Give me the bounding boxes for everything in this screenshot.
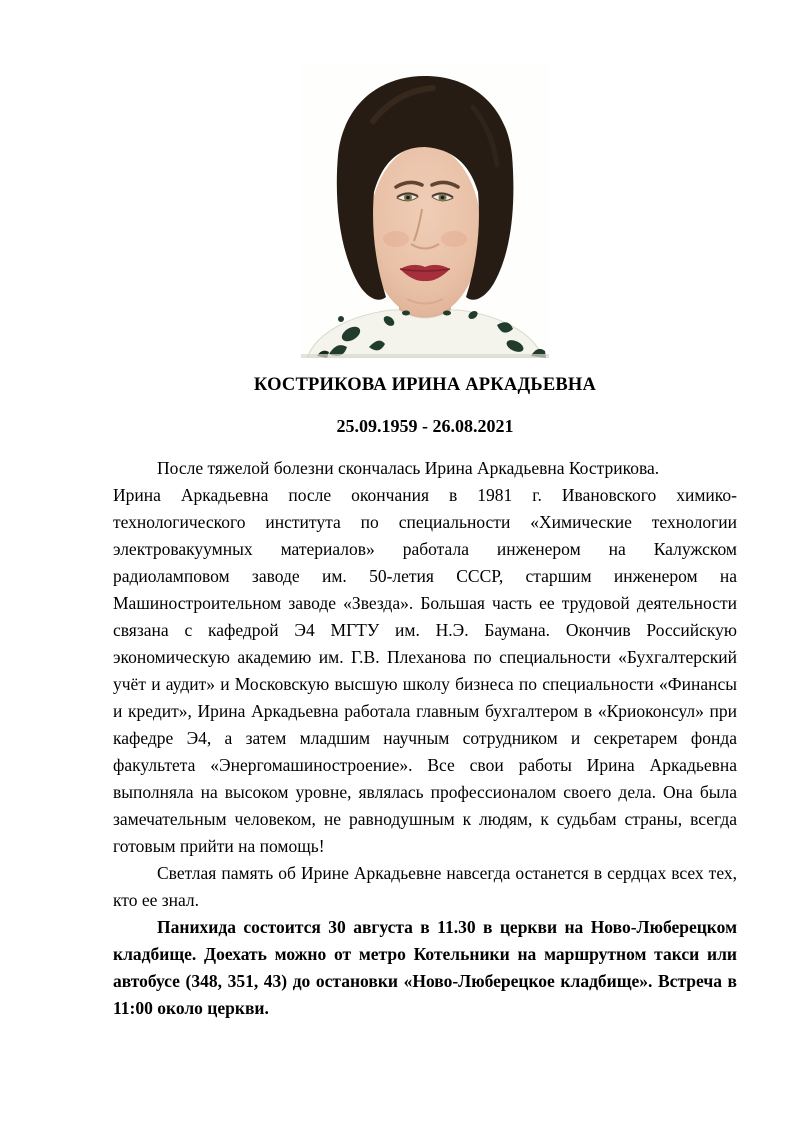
- portrait-photo-image: [301, 63, 549, 358]
- funeral-details-paragraph: Панихида состоится 30 августа в 11.30 в церкви на Ново-Люберецком кладбище. Доехать можно от метро Котельники на маршрутном такси или автобусе (348, 351, 43) до остановки «Ново-Люберецкое кладбище». Встреча в 11:00 около церкви.: [113, 917, 737, 1018]
- obituary-paragraph-biography: Ирина Аркадьевна после окончания в 1981 г. Ивановского химико-технологического института по специальности «Химические технологии электровакуумных материалов» работала инженером на Калужском радиоламповом заводе им. 50-летия СССР, старшим инженером на Машиностроительном заводе «Звезда». Большая часть ее трудовой деятельности связана с кафедрой Э4 МГТУ им. Н.Э. Баумана. Окончив Российскую экономическую академию им. Г.В. Плеханова по специальности «Бухгалтерский учёт и аудит» и Московскую высшую школу бизнеса по специальности «Финансы и кредит», Ирина Аркадьевна работала главным бухгалтером в «Криоконсул» при кафедре Э4, а затем младшим научным сотрудником и секретарем фонда факультета «Энергомашиностроение». Все свои работы Ирина Аркадьевна выполняла на высоком уровне, являлась профессионалом своего дела. Она была замечательным человеком, не равнодушным к людям, к судьбам страны, всегда готовым прийти на помощь!: [113, 485, 737, 856]
- deceased-name-title: КОСТРИКОВА ИРИНА АРКАДЬЕВНА: [253, 375, 597, 395]
- obituary-text: [113, 455, 737, 1022]
- portrait-photo: [301, 63, 549, 358]
- obituary-paragraph-intro: После тяжелой болезни скончалась Ирина Аркадьевна Кострикова.: [157, 458, 660, 478]
- life-dates: 25.09.1959 - 26.08.2021: [336, 416, 514, 436]
- obituary-paragraph-memory: Светлая память об Ирине Аркадьевне навсегда останется в сердцах всех тех, кто ее знал.: [113, 863, 737, 910]
